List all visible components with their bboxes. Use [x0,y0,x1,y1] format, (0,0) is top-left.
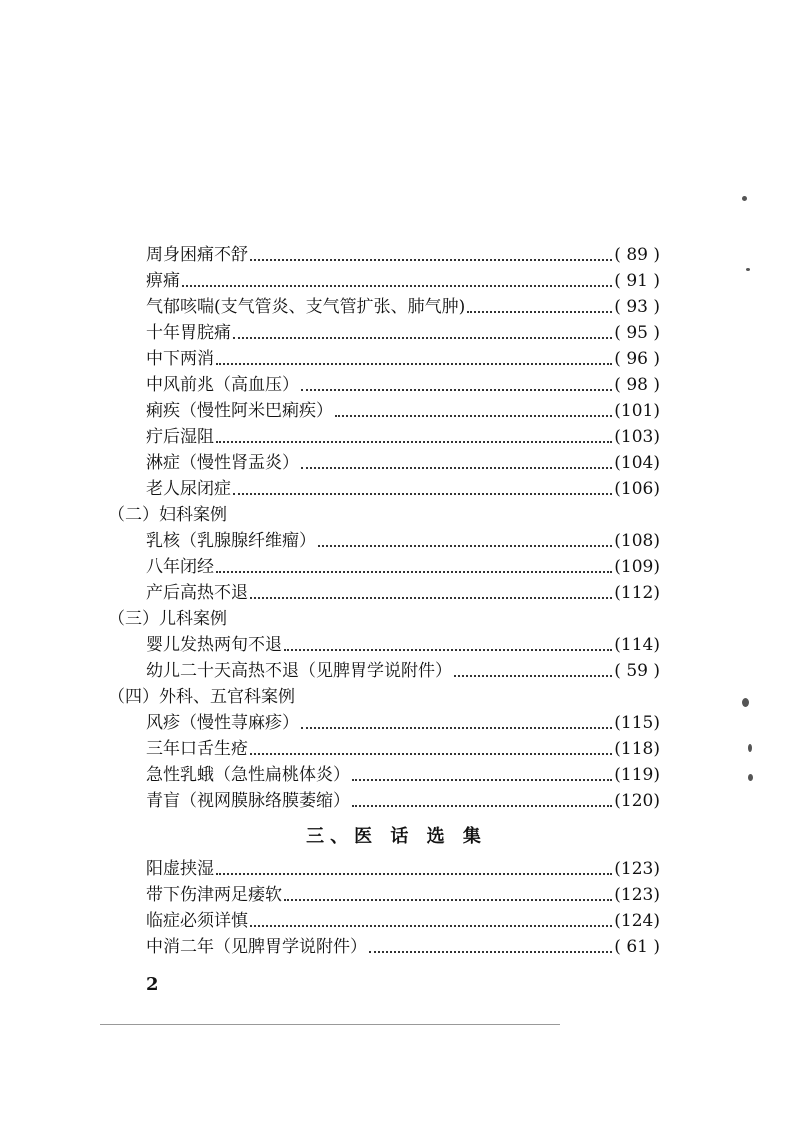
scan-speck [746,268,750,271]
entry-page: ( 93 ) [614,297,660,317]
entry-title: 婴儿发热两旬不退 [146,635,282,655]
toc-entry [146,736,660,762]
dot-leader [335,415,612,417]
entry-page: (119) [614,765,660,785]
toc-entry [146,268,660,294]
entry-page: ( 91 ) [614,271,660,291]
entry-title: 中消二年（见脾胃学说附件） [146,937,367,957]
entry-page: (108) [614,531,660,551]
dot-leader [284,899,612,901]
toc-entry [146,762,660,788]
toc-entry [146,710,660,736]
scan-speck [748,744,752,752]
scan-speck [742,698,749,707]
toc-entry [146,528,660,554]
toc-entry [146,398,660,424]
toc-entry [146,908,660,934]
dot-leader [216,441,612,443]
toc-entry [146,320,660,346]
dot-leader [233,493,612,495]
dot-leader [301,389,612,391]
section-title: 三、医 话 选 集 [306,826,487,847]
toc-entry [146,450,660,476]
toc-entry [146,476,660,502]
entry-title: 痢疾（慢性阿米巴痢疾） [146,401,333,421]
toc-entry [146,242,660,268]
entry-page: (120) [614,791,660,811]
category-heading: （四）外科、五官科案例 [108,687,295,707]
toc-entry [146,346,660,372]
entry-title: 急性乳蛾（急性扁桃体炎） [146,765,350,785]
category-heading: （三）儿科案例 [108,609,227,629]
scan-line [100,1024,560,1025]
dot-leader [250,597,612,599]
entry-page: ( 95 ) [614,323,660,343]
entry-page: (123) [614,885,660,905]
entry-page: ( 61 ) [614,937,660,957]
toc-entry [146,294,660,320]
dot-leader [454,675,612,677]
dot-leader [182,285,612,287]
entry-page: ( 59 ) [614,661,660,681]
toc-entry [146,658,660,684]
entry-page: (118) [614,739,660,759]
entry-title: 老人尿闭症 [146,479,231,499]
toc-entry [146,554,660,580]
entry-page: ( 98 ) [614,375,660,395]
entry-title: 幼儿二十天高热不退（见脾胃学说附件） [146,661,452,681]
entry-title: 十年胃脘痛 [146,323,231,343]
entry-title: 疔后湿阻 [146,427,214,447]
entry-title: 气郁咳喘(支气管炎、支气管扩张、肺气肿) [146,297,466,317]
entry-title: 风疹（慢性荨麻疹） [146,713,299,733]
entry-title: 中下两消 [146,349,214,369]
entry-title: 乳核（乳腺腺纤维瘤） [146,531,316,551]
dot-leader [250,753,612,755]
toc-entry [146,580,660,606]
entry-page: (109) [614,557,660,577]
entry-title: 青盲（视网膜脉络膜萎缩） [146,791,350,811]
toc-entry [146,424,660,450]
entry-page: ( 96 ) [614,349,660,369]
dot-leader [233,337,612,339]
dot-leader [216,571,612,573]
dot-leader [301,467,612,469]
entry-page: (123) [614,859,660,879]
entry-page: (115) [614,713,660,733]
entry-title: 周身困痛不舒 [146,245,248,265]
toc-entry [146,372,660,398]
dot-leader [301,727,612,729]
toc-entry [146,856,660,882]
dot-leader [467,311,612,313]
entry-page: (112) [614,583,660,603]
entry-page: (104) [614,453,660,473]
entry-title: 痹痛 [146,271,180,291]
entry-title: 带下伤津两足痿软 [146,885,282,905]
entry-page: ( 89 ) [614,245,660,265]
toc-entry [146,882,660,908]
toc-entry [146,934,660,960]
entry-page: (103) [614,427,660,447]
entry-page: (124) [614,911,660,931]
dot-leader [352,805,612,807]
dot-leader [318,545,612,547]
dot-leader [250,925,612,927]
scan-speck [748,774,753,781]
toc-entry [146,788,660,814]
dot-leader [216,363,612,365]
dot-leader [369,951,612,953]
entry-page: (114) [614,635,660,655]
dot-leader [284,649,612,651]
dot-leader [352,779,612,781]
entry-title: 八年闭经 [146,557,214,577]
category-heading: （二）妇科案例 [108,505,227,525]
entry-title: 三年口舌生疮 [146,739,248,759]
entry-title: 临症必须详慎 [146,911,248,931]
entry-title: 阳虚挟湿 [146,859,214,879]
entry-title: 产后高热不退 [146,583,248,603]
page-number: 2 [146,974,159,995]
dot-leader [216,873,612,875]
entry-page: (101) [614,401,660,421]
toc-entry [146,632,660,658]
entry-page: (106) [614,479,660,499]
dot-leader [250,259,612,261]
entry-title: 中风前兆（高血压） [146,375,299,395]
entry-title: 淋症（慢性肾盂炎） [146,453,299,473]
scan-speck [742,196,747,201]
